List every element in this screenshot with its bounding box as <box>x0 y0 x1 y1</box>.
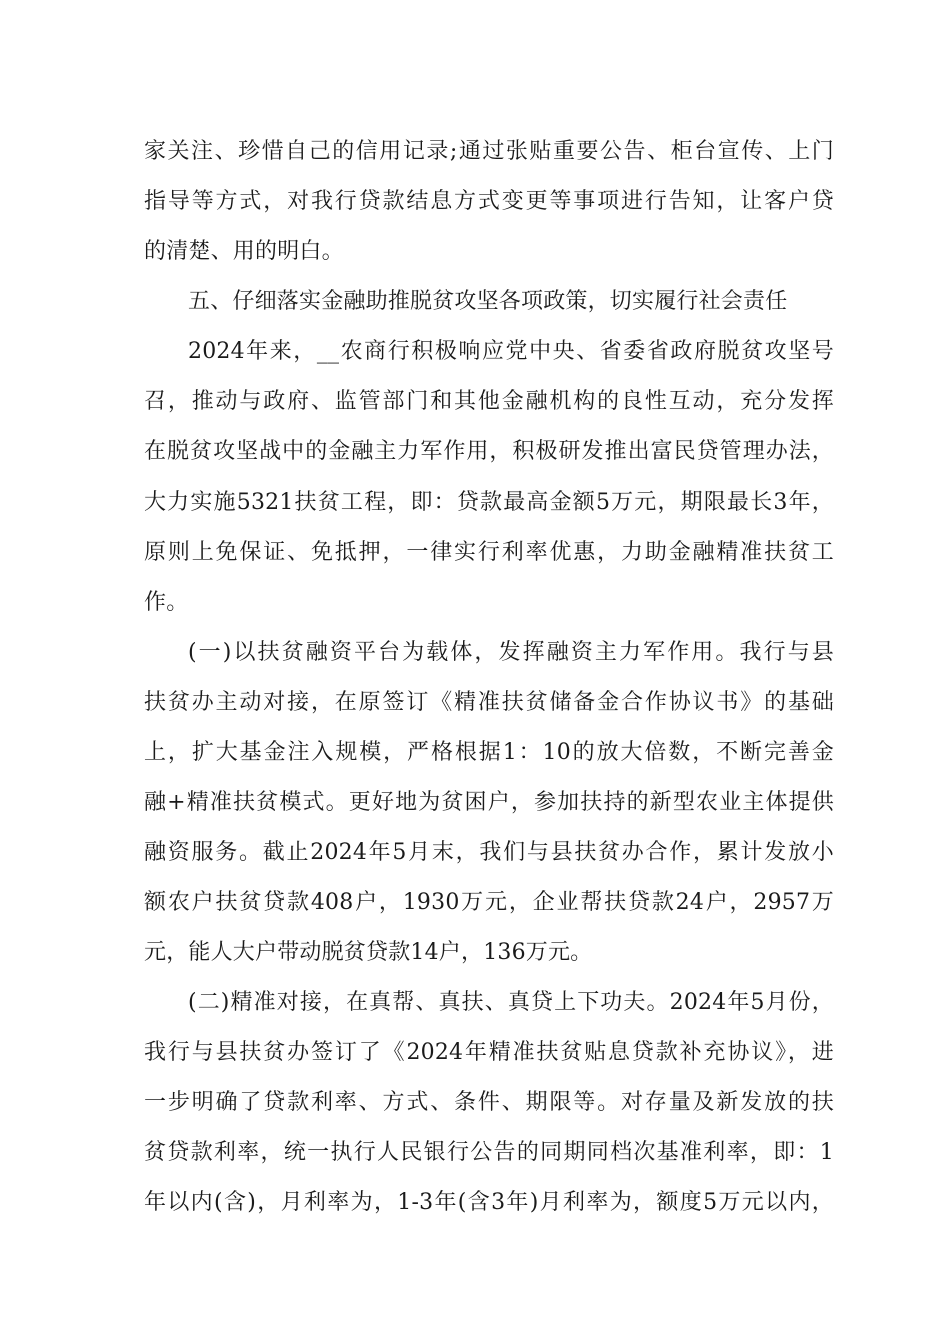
text-line: 2024年来，__农商行积极响应党中央、省委省政府脱贫攻坚号 <box>188 339 834 364</box>
text-line: 贫贷款利率，统一执行人民银行公告的同期同档次基准利率，即：1 <box>144 1140 834 1165</box>
text-line: 我行与县扶贫办签订了《2024年精准扶贫贴息贷款补充协议》，进 <box>144 1040 834 1065</box>
text-line: (一)以扶贫融资平台为载体，发挥融资主力军作用。我行与县 <box>188 640 834 665</box>
text-line: 原则上免保证、免抵押，一律实行利率优惠，力助金融精准扶贫工 <box>144 540 834 565</box>
text-line: 在脱贫攻坚战中的金融主力军作用，积极研发推出富民贷管理办法， <box>144 439 834 464</box>
text-line: 上，扩大基金注入规模，严格根据1：10的放大倍数，不断完善金 <box>144 740 834 765</box>
text-line: (二)精准对接，在真帮、真扶、真贷上下功夫。2024年5月份， <box>188 990 834 1015</box>
text-line: 家关注、珍惜自己的信用记录;通过张贴重要公告、柜台宣传、上门 <box>144 139 834 164</box>
text-line: 额农户扶贫贷款408户，1930万元，企业帮扶贷款24户，2957万 <box>144 890 834 915</box>
text-line: 扶贫办主动对接，在原签订《精准扶贫储备金合作协议书》的基础 <box>144 690 834 715</box>
text-line: 元，能人大户带动脱贫贷款14户，136万元。 <box>144 940 593 965</box>
text-line: 作。 <box>144 590 189 615</box>
text-line: 召，推动与政府、监管部门和其他金融机构的良性互动，充分发挥 <box>144 389 834 414</box>
text-line: 指导等方式，对我行贷款结息方式变更等事项进行告知，让客户贷 <box>144 189 834 214</box>
text-line: 融+精准扶贫模式。更好地为贫困户，参加扶持的新型农业主体提供 <box>144 790 834 815</box>
text-line: 的清楚、用的明白。 <box>144 239 344 264</box>
text-line: 一步明确了贷款利率、方式、条件、期限等。对存量及新发放的扶 <box>144 1090 834 1115</box>
text-line: 年以内(含)，月利率为，1-3年(含3年)月利率为，额度5万元以内， <box>144 1190 834 1215</box>
section-heading: 五、仔细落实金融助推脱贫攻坚各项政策，切实履行社会责任 <box>188 289 788 314</box>
text-line: 大力实施5321扶贫工程，即：贷款最高金额5万元，期限最长3年， <box>144 490 834 515</box>
text-line: 融资服务。截止2024年5月末，我们与县扶贫办合作，累计发放小 <box>144 840 834 865</box>
